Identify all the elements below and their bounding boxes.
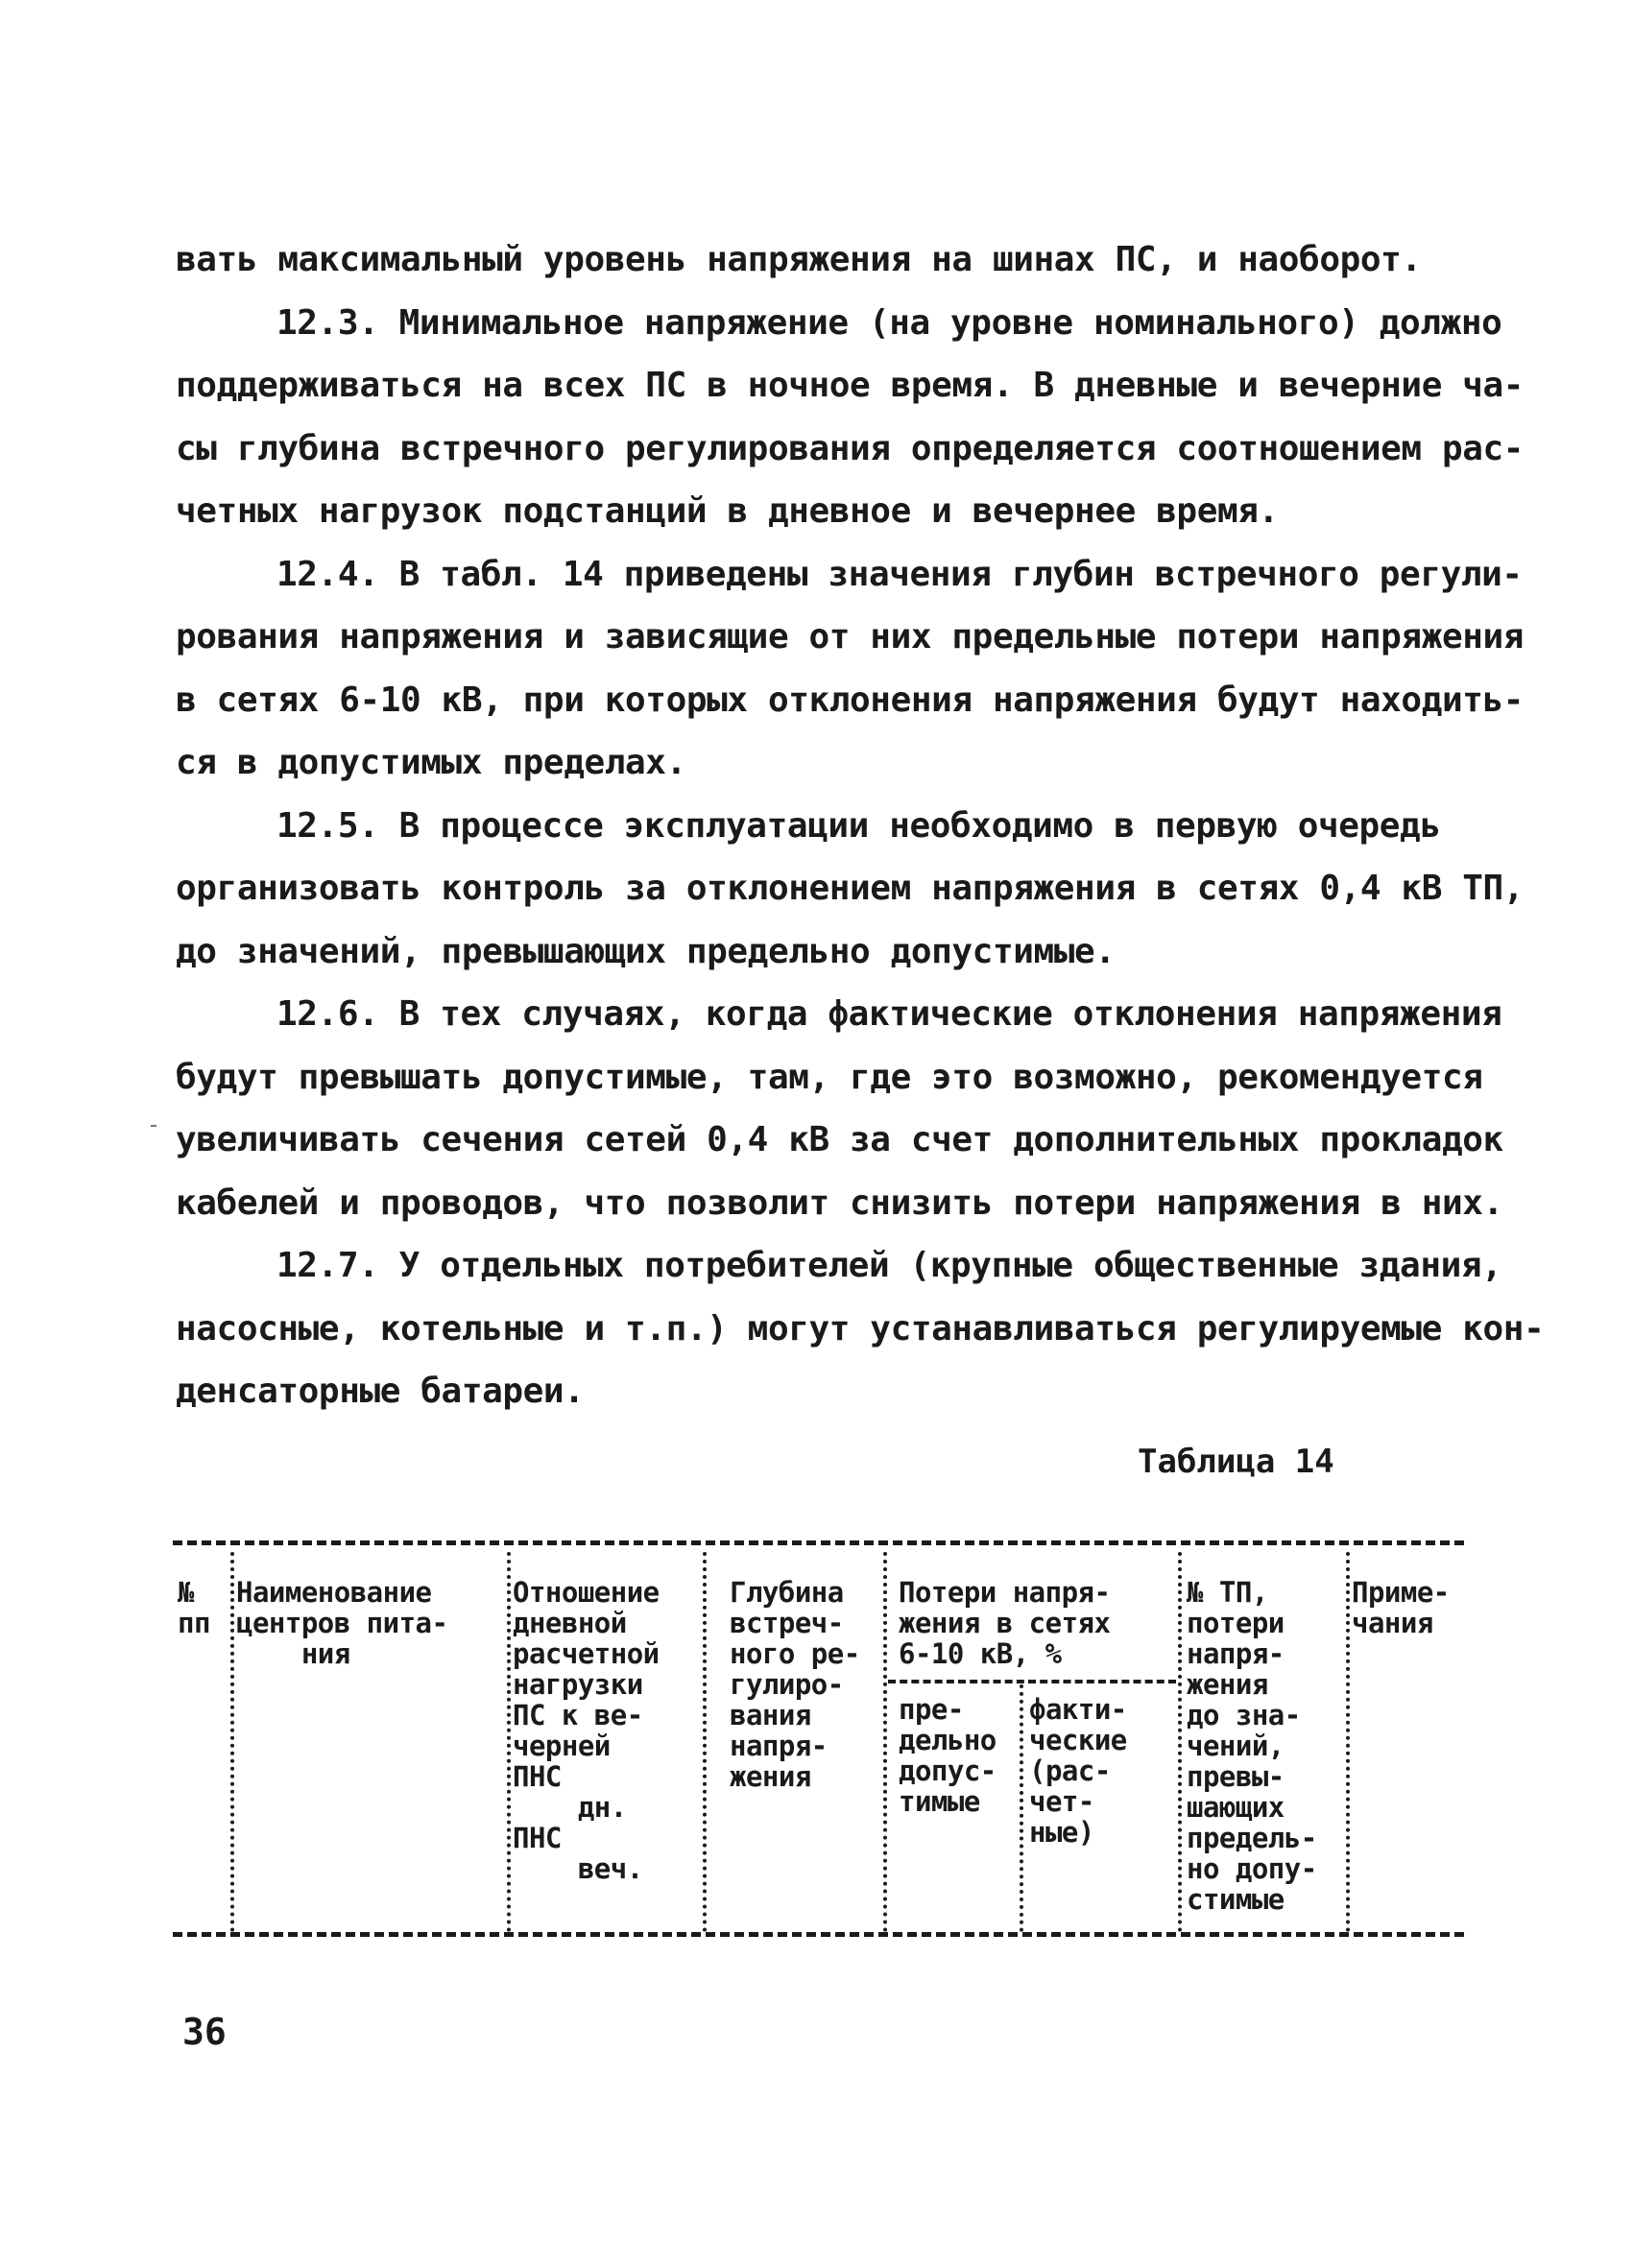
text-line: 12.6. В тех случаях, когда фактические отклонения напряжения [276, 994, 1502, 1034]
header-losses-actual: факти- ческие (рас- чет- ные) [1029, 1693, 1127, 1849]
text-line: будут превышать допустимые, там, где это возможно, рекомендуется [176, 1057, 1483, 1097]
text-line: увеличивать сечения сетей 0,4 кВ за счет дополнительных прокладок [176, 1120, 1503, 1159]
table-caption: Таблица 14 [1138, 1443, 1334, 1481]
text-line: до значений, превышающих предельно допустимые. [176, 931, 1116, 971]
header-ratio: Отношение дневной расчетной нагрузки ПС к ве- черней ПНС дн. ПНС веч. [513, 1576, 660, 1885]
text-line: организовать контроль за отклонением напряжения в сетях 0,4 кВ ТП, [176, 869, 1525, 908]
text-line: ся в допустимых пределах. [176, 743, 686, 782]
text-line: сы глубина встречного регулирования определяется соотношением рас- [176, 428, 1525, 468]
column-divider [703, 1552, 707, 1932]
text-line: четных нагрузок подстанций в дневное и вечернее время. [176, 491, 1279, 531]
table-top-rule [173, 1540, 1464, 1545]
column-divider [883, 1552, 887, 1932]
header-depth: Глубина встреч- ного ре- гулиро- вания напря- жения [730, 1576, 860, 1793]
column-divider [507, 1552, 511, 1932]
text-line: вать максимальный уровень напряжения на шинах ПС, и наоборот. [176, 240, 1422, 279]
text-line: кабелей и проводов, что позволит снизить потери напряжения в них. [176, 1182, 1503, 1223]
column-divider [1346, 1552, 1350, 1932]
text-line: в сетях 6-10 кВ, при которых отклонения напряжения будут находить- [176, 680, 1525, 720]
column-divider [1020, 1684, 1023, 1932]
page-number: 36 [182, 2011, 227, 2053]
table-bottom-rule [173, 1932, 1464, 1937]
text-line: денсаторные батареи. [176, 1372, 585, 1411]
text-line: 12.5. В процессе эксплуатации необходимо в первую очередь [276, 805, 1441, 846]
header-losses-limit: пре- дельно допус- тимые [899, 1693, 997, 1818]
table-header [173, 1540, 1464, 1944]
text-line: 12.7. У отдельных потребителей (крупные общественные здания, [276, 1246, 1502, 1285]
text-line: 12.3. Минимальное напряжение (на уровне номинального) должно [276, 302, 1502, 343]
text-line: 12.4. В табл. 14 приведены значения глубин встречного регули- [276, 554, 1523, 594]
header-losses: Потери напря- жения в сетях 6-10 кВ, % [899, 1576, 1111, 1670]
header-num: № пп [178, 1576, 210, 1639]
column-divider [1178, 1552, 1182, 1932]
subheader-rule [888, 1680, 1176, 1683]
header-tp: № ТП, потери напря- жения до зна- чений, превы- шающих предель- но допу- стимые [1187, 1576, 1317, 1916]
text-line: рования напряжения и зависящие от них предельные потери напряжения [176, 617, 1525, 657]
header-notes: Приме- чания [1352, 1576, 1450, 1639]
column-divider [230, 1552, 234, 1932]
body-text [176, 228, 1545, 1423]
text-line: насосные, котельные и т.п.) могут устанавливаться регулируемые кон- [176, 1308, 1545, 1349]
header-name: Наименование центров пита- ния [236, 1576, 448, 1670]
scan-mark [151, 1125, 156, 1127]
text-line: поддерживаться на всех ПС в ночное время. В дневные и вечерние ча- [176, 366, 1525, 405]
